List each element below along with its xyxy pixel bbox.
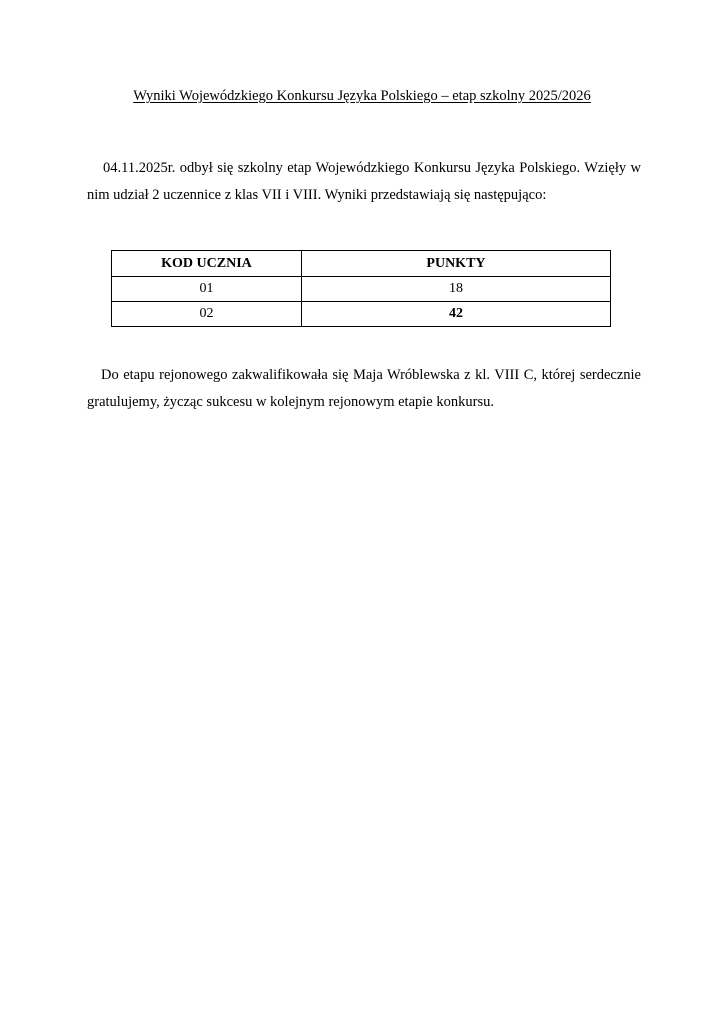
document-title: Wyniki Wojewódzkiego Konkursu Języka Polskiego – etap szkolny 2025/2026	[133, 88, 591, 104]
header-kod-ucznia: KOD UCZNIA	[112, 251, 302, 277]
intro-paragraph: 04.11.2025r. odbył się szkolny etap Wojewódzkiego Konkursu Języka Polskiego. Wzięły w nim udział 2 uczennice z klas VII i VIII. Wyniki przedstawiają się następująco:	[87, 160, 641, 203]
table-row	[112, 302, 611, 327]
header-punkty: PUNKTY	[301, 251, 610, 277]
cell-kod: 01	[112, 277, 302, 302]
cell-kod: 02	[112, 302, 302, 327]
table-row	[112, 277, 611, 302]
cell-punkty: 42	[301, 302, 610, 327]
conclusion-paragraph: Do etapu rejonowego zakwalifikowała się Maja Wróblewska z kl. VIII C, której serdecznie gratulujemy, życząc sukcesu w kolejnym rejonowym etapie konkursu.	[87, 367, 641, 410]
results-table	[111, 250, 611, 327]
cell-punkty: 18	[301, 277, 610, 302]
table-header-row	[112, 251, 611, 277]
